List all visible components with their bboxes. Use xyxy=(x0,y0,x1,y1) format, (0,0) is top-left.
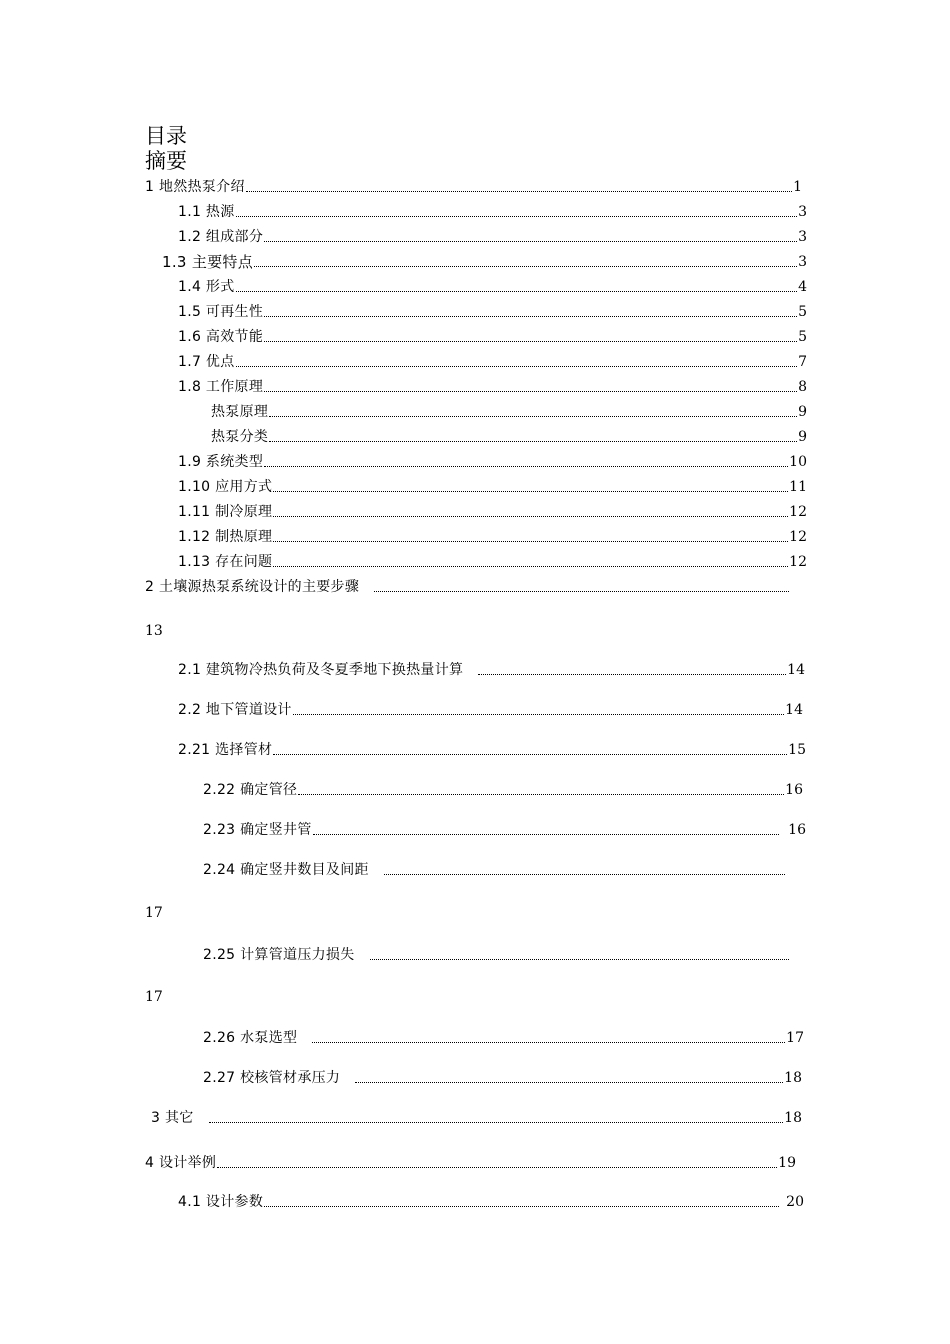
dot-leader xyxy=(236,291,798,292)
toc-entry-page: 3 xyxy=(798,229,807,245)
dot-leader xyxy=(273,516,788,517)
toc-entry-page: 18 xyxy=(784,1070,802,1086)
toc-entry-page: 17 xyxy=(786,1030,804,1046)
toc-entry-label: 1.5 可再生性 xyxy=(178,304,264,320)
toc-entry[interactable] xyxy=(203,819,806,839)
dot-leader xyxy=(298,794,784,795)
toc-entry-label: 2.24 确定竖井数目及间距 xyxy=(203,862,369,878)
toc-entry-label: 1.1 热源 xyxy=(178,204,235,220)
toc-entry[interactable] xyxy=(178,376,807,396)
toc-entry-page: 20 xyxy=(786,1194,804,1210)
toc-entry[interactable] xyxy=(203,1027,804,1047)
dot-leader xyxy=(209,1122,784,1123)
toc-entry-label: 2.25 计算管道压力损失 xyxy=(203,947,355,963)
toc-entry-page: 19 xyxy=(778,1155,796,1171)
toc-entry[interactable] xyxy=(178,739,806,759)
dot-leader xyxy=(236,366,798,367)
dot-leader xyxy=(264,391,797,392)
toc-entry[interactable] xyxy=(145,576,790,596)
dot-leader xyxy=(273,541,788,542)
toc-entry[interactable] xyxy=(203,1067,802,1087)
dot-leader xyxy=(384,874,785,875)
dot-leader xyxy=(478,674,786,675)
toc-entry[interactable] xyxy=(178,501,807,521)
toc-entry-label: 1.11 制冷原理 xyxy=(178,504,273,520)
toc-entry[interactable] xyxy=(145,176,802,196)
toc-entry[interactable] xyxy=(203,944,790,964)
dot-leader xyxy=(264,341,797,342)
toc-entry-page: 13 xyxy=(145,623,163,639)
dot-leader xyxy=(264,316,797,317)
toc-entry-page: 3 xyxy=(798,254,807,270)
toc-title: 目录 xyxy=(145,124,187,148)
toc-entry[interactable] xyxy=(203,779,803,799)
dot-leader xyxy=(217,1167,777,1168)
toc-entry-page: 14 xyxy=(787,662,805,678)
toc-entry[interactable] xyxy=(211,401,807,421)
dot-leader xyxy=(269,416,797,417)
toc-entry-page: 18 xyxy=(784,1110,802,1126)
dot-leader xyxy=(293,714,784,715)
toc-entry-label: 2.27 校核管材承压力 xyxy=(203,1070,341,1086)
toc-entry-label: 1 地然热泵介绍 xyxy=(145,179,245,195)
dot-leader xyxy=(254,266,797,267)
toc-entry[interactable] xyxy=(145,1152,796,1172)
toc-entry-label: 1.10 应用方式 xyxy=(178,479,273,495)
abstract-heading: 摘要 xyxy=(145,149,187,173)
toc-entry-page: 5 xyxy=(798,329,807,345)
dot-leader xyxy=(246,191,792,192)
toc-entry-label: 2.23 确定竖井管 xyxy=(203,822,312,838)
toc-entry[interactable] xyxy=(178,451,807,471)
toc-entry-label: 1.13 存在问题 xyxy=(178,554,273,570)
toc-entry-label: 1.4 形式 xyxy=(178,279,235,295)
toc-entry-page: 8 xyxy=(798,379,807,395)
toc-entry-label: 热泵分类 xyxy=(211,429,269,445)
toc-entry-label: 2 土壤源热泵系统设计的主要步骤 xyxy=(145,579,360,595)
dot-leader xyxy=(273,491,788,492)
toc-entry[interactable] xyxy=(178,201,807,221)
toc-entry[interactable] xyxy=(178,526,807,546)
toc-entry[interactable] xyxy=(178,326,807,346)
toc-entry-label: 2.22 确定管径 xyxy=(203,782,298,798)
toc-entry-page: 12 xyxy=(789,554,807,570)
toc-entry[interactable] xyxy=(203,859,786,879)
toc-entry-page: 12 xyxy=(789,529,807,545)
toc-entry-page: 14 xyxy=(785,702,803,718)
toc-entry[interactable] xyxy=(178,659,805,679)
toc-entry[interactable] xyxy=(178,1191,804,1211)
toc-entry-page: 7 xyxy=(798,354,807,370)
dot-leader xyxy=(264,1206,779,1207)
dot-leader xyxy=(374,591,789,592)
toc-entry-page: 10 xyxy=(789,454,807,470)
dot-leader xyxy=(312,1042,785,1043)
toc-entry-page: 11 xyxy=(789,479,807,495)
toc-entry-label: 2.26 水泵选型 xyxy=(203,1030,298,1046)
toc-entry-page: 16 xyxy=(788,822,806,838)
toc-entry-page: 1 xyxy=(793,179,802,195)
toc-entry-label: 1.8 工作原理 xyxy=(178,379,264,395)
toc-entry-label: 1.6 高效节能 xyxy=(178,329,264,345)
toc-entry[interactable] xyxy=(151,1107,802,1127)
toc-entry-label: 2.2 地下管道设计 xyxy=(178,702,292,718)
dot-leader xyxy=(269,441,797,442)
toc-entry[interactable] xyxy=(162,251,807,271)
toc-entry[interactable] xyxy=(178,551,807,571)
toc-entry-page: 12 xyxy=(789,504,807,520)
toc-entry[interactable] xyxy=(178,226,807,246)
toc-entry-page: 9 xyxy=(798,429,807,445)
toc-entry-page: 5 xyxy=(798,304,807,320)
dot-leader xyxy=(264,466,788,467)
toc-entry[interactable] xyxy=(178,476,807,496)
dot-leader xyxy=(236,216,798,217)
toc-entry-label: 3 其它 xyxy=(151,1110,194,1126)
toc-entry-label: 热泵原理 xyxy=(211,404,269,420)
toc-entry-page: 17 xyxy=(145,989,163,1005)
toc-entry-label: 4.1 设计参数 xyxy=(178,1194,264,1210)
toc-entry-label: 1.9 系统类型 xyxy=(178,454,264,470)
toc-entry[interactable] xyxy=(178,276,807,296)
dot-leader xyxy=(273,754,787,755)
toc-entry[interactable] xyxy=(178,301,807,321)
toc-entry-label: 1.3 主要特点 xyxy=(162,253,254,271)
dot-leader xyxy=(355,1082,783,1083)
toc-entry-label: 1.2 组成部分 xyxy=(178,229,264,245)
toc-entry[interactable] xyxy=(211,426,807,446)
toc-entry-page: 15 xyxy=(788,742,806,758)
toc-entry-label: 1.7 优点 xyxy=(178,354,235,370)
dot-leader xyxy=(313,834,780,835)
toc-entry-page: 17 xyxy=(145,905,163,921)
toc-entry-page: 16 xyxy=(785,782,803,798)
toc-entry-page: 9 xyxy=(798,404,807,420)
dot-leader xyxy=(370,959,789,960)
dot-leader xyxy=(264,241,797,242)
toc-entry-label: 1.12 制热原理 xyxy=(178,529,273,545)
toc-entry-label: 4 设计举例 xyxy=(145,1155,217,1171)
toc-entry[interactable] xyxy=(178,699,803,719)
toc-entry[interactable] xyxy=(178,351,807,371)
toc-entry-page: 4 xyxy=(798,279,807,295)
toc-entry-page: 3 xyxy=(798,204,807,220)
toc-entry-label: 2.1 建筑物冷热负荷及冬夏季地下换热量计算 xyxy=(178,662,464,678)
dot-leader xyxy=(273,566,788,567)
toc-entry-label: 2.21 选择管材 xyxy=(178,742,273,758)
